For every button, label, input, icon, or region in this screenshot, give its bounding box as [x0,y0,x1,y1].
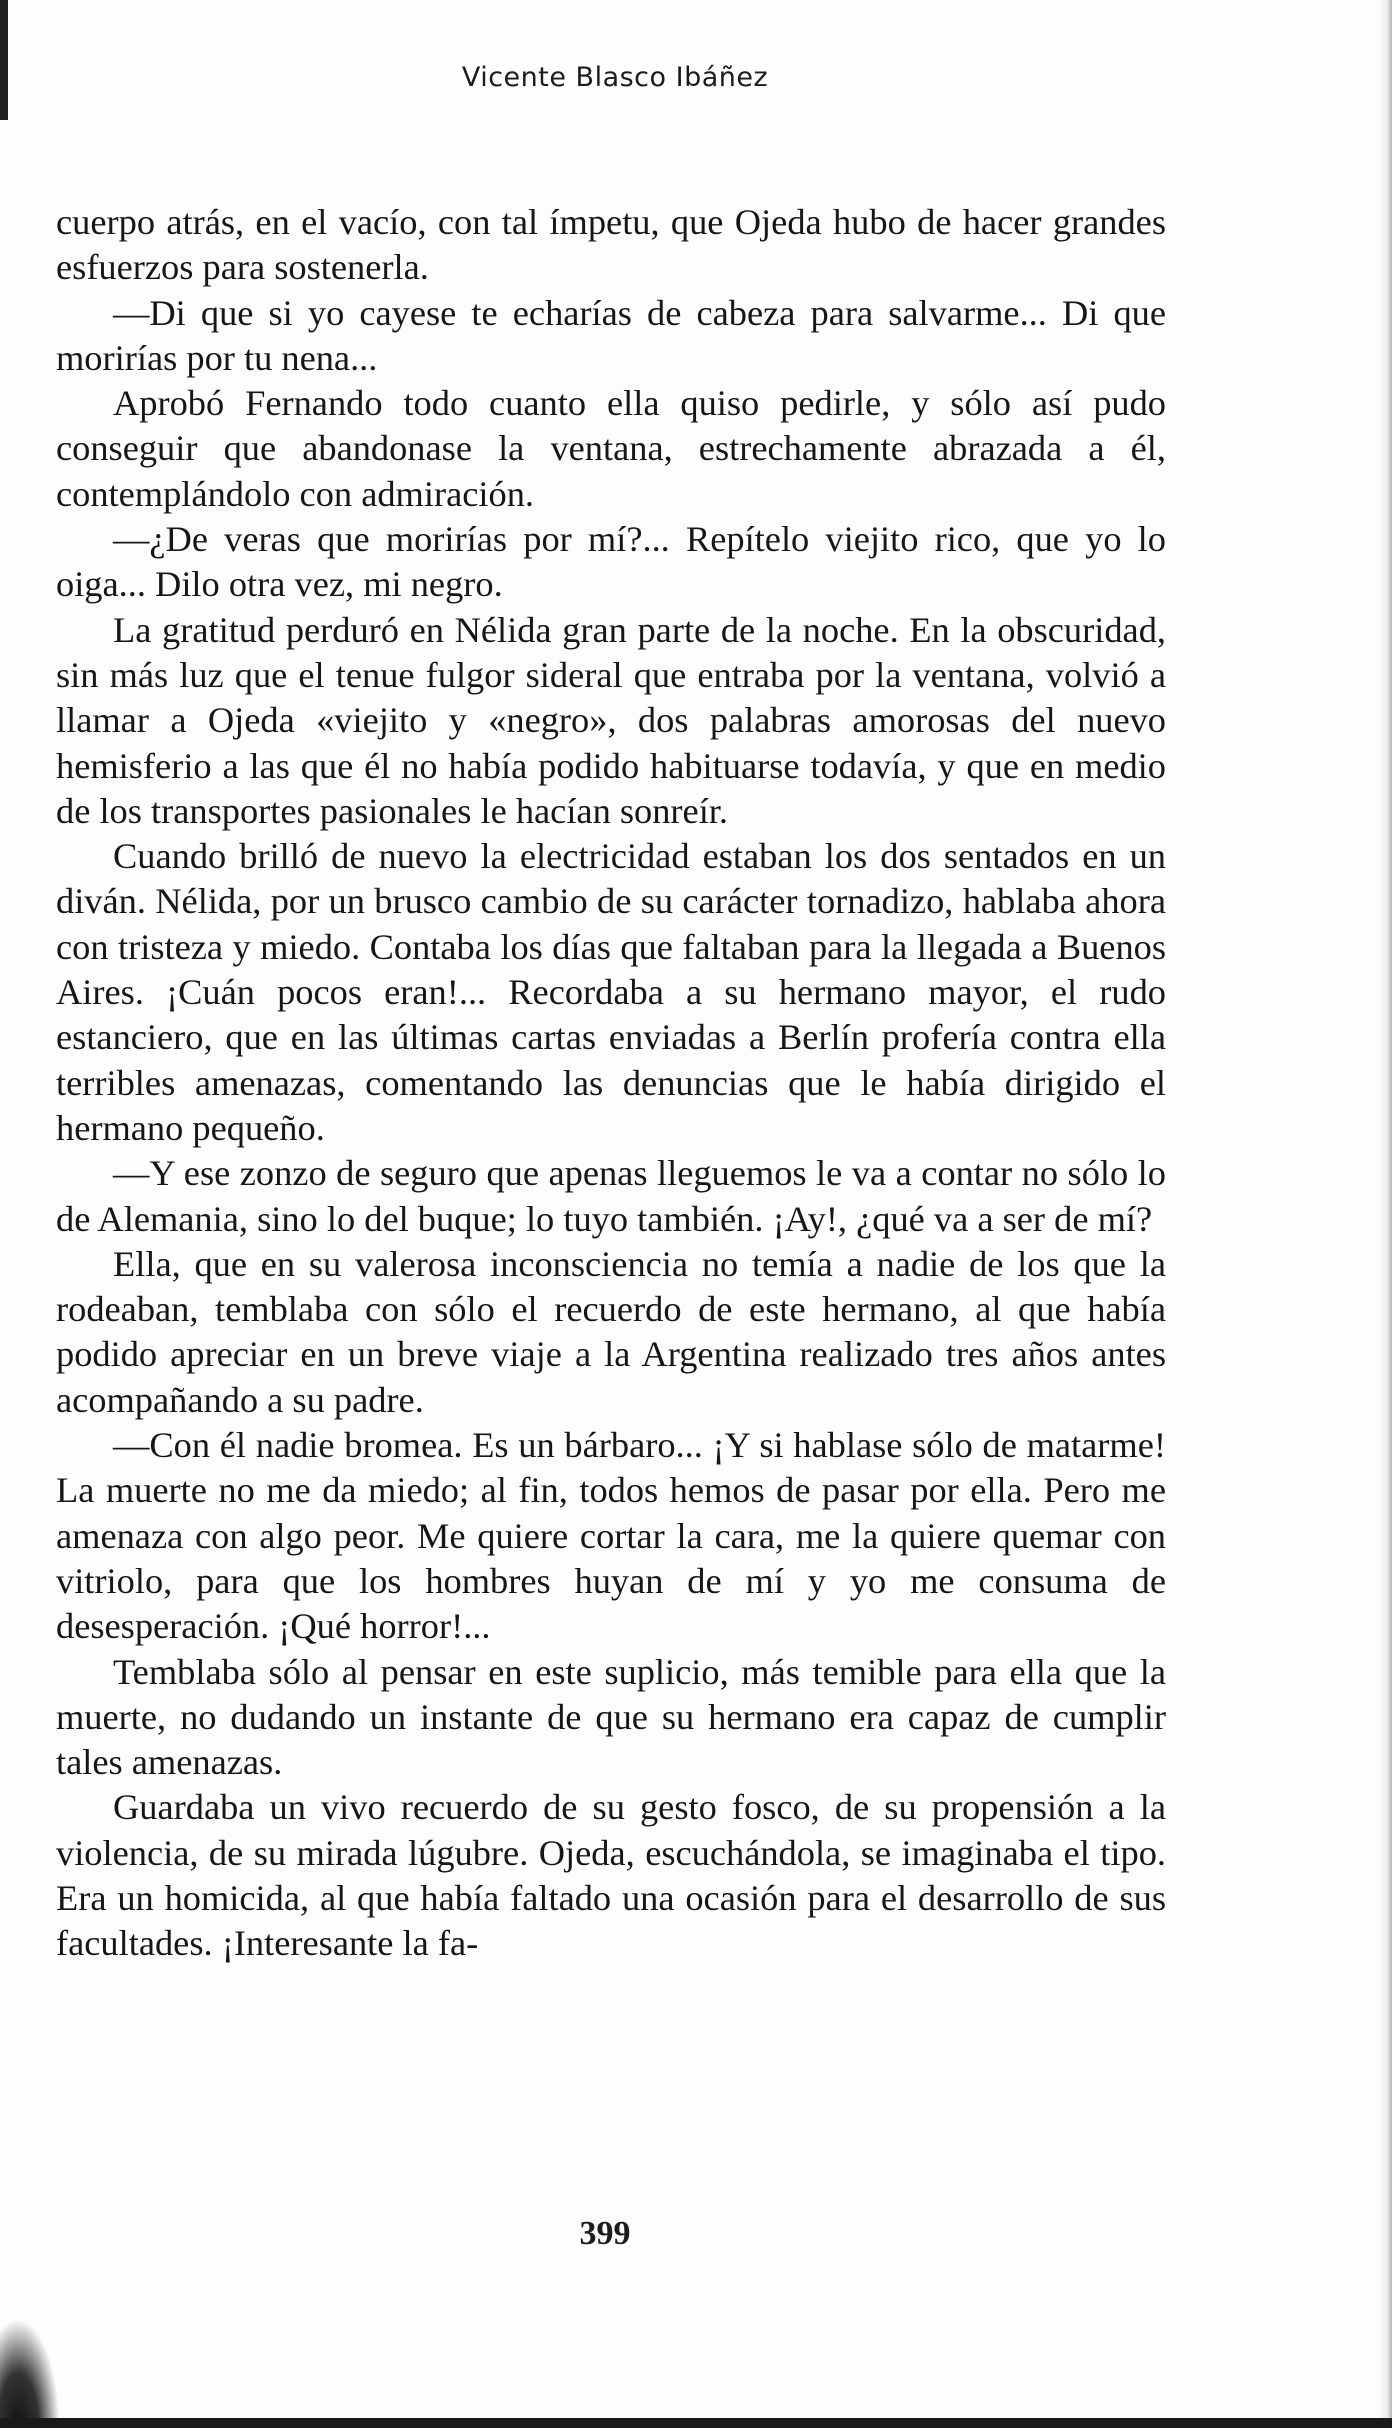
page-edge-bottom [0,2418,1392,2428]
paragraph: —Y ese zonzo de seguro que apenas lleguemos le va a contar no sólo lo de Alemania, sino lo del buque; lo tuyo también. ¡Ay!, ¿qué va a ser de mí? [56,1153,1166,1239]
paragraph: —¿De veras que morirías por mí?... Repítelo viejito rico, que yo lo oiga... Dilo otra vez, mi negro. [56,519,1166,605]
paragraph: —Di que si yo cayese te echarías de cabeza para salvarme... Di que morirías por tu nena... [56,292,1166,378]
page-edge-left [0,0,8,120]
paragraph: Ella, que en su valerosa inconsciencia no temía a nadie de los que la rodeaban, temblaba con sólo el recuerdo de este hermano, al que había podido apreciar en un breve viaje a la Argentina realizado tres años antes acompañando a su padre. [56,1243,1166,1420]
body-text [56,200,1166,1967]
paragraph: —Con él nadie bromea. Es un bárbaro... ¡Y si hablase sólo de matarme! La muerte no me da miedo; al fin, todos hemos de pasar por ella. Pero me amenaza con algo peor. Me quiere cortar la cara, me la quiere quemar con vitriolo, para que los hombres huyan de mí y yo me consuma de desesperación. ¡Qué horror!... [56,1425,1166,1647]
paragraph: La gratitud perduró en Nélida gran parte de la noche. En la obscuridad, sin más luz que el tenue fulgor sideral que entraba por la ventana, volvió a llamar a Ojeda «viejito y «negro», dos palabras amorosas del nuevo hemisferio a las que él no había podido habituarse todavía, y que en medio de los transportes pasionales le hacían sonreír. [56,609,1166,831]
paragraph: Temblaba sólo al pensar en este suplicio, más temible para ella que la muerte, no dudando un instante de que su hermano era capaz de cumplir tales amenazas. [56,1651,1166,1783]
paragraph: Cuando brilló de nuevo la electricidad estaban los dos sentados en un diván. Nélida, por un brusco cambio de su carácter tornadizo, hablaba ahora con tristeza y miedo. Contaba los días que faltaban para la llegada a Buenos Aires. ¡Cuán pocos eran!... Recordaba a su hermano mayor, el rudo estanciero, que en las últimas cartas enviadas a Berlín profería contra ella terribles amenazas, comentando las denuncias que le había dirigido el hermano pequeño. [56,836,1166,1148]
paragraph: Guardaba un vivo recuerdo de su gesto fosco, de su propensión a la violencia, de su mirada lúgubre. Ojeda, escuchándola, se imaginaba el tipo. Era un homicida, al que había faltado una ocasión para el desarrollo de sus facultades. ¡Interesante la fa- [56,1787,1166,1964]
running-header-author: Vicente Blasco Ibáñez [461,62,769,93]
paragraph: Aprobó Fernando todo cuanto ella quiso pedirle, y sólo así pudo conseguir que abandonase la ventana, estrechamente abrazada a él, contemplándolo con admiración. [56,383,1166,514]
page-number: 399 [579,2215,631,2252]
paragraph: cuerpo atrás, en el vacío, con tal ímpetu, que Ojeda hubo de hacer grandes esfuerzos para sostenerla. [56,202,1166,288]
page-edge-right-shadow [1380,0,1392,2428]
scan-smudge [0,2318,60,2428]
